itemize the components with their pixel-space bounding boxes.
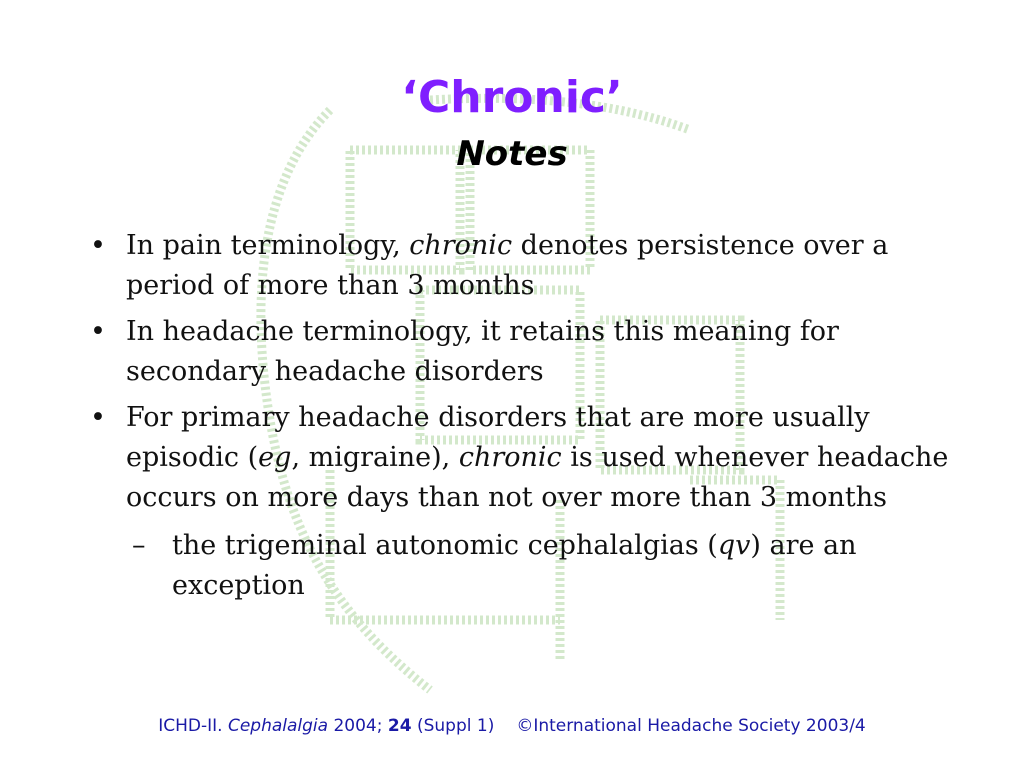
bullet-item bbox=[82, 312, 962, 392]
bullet-marker: • bbox=[90, 230, 106, 261]
footer-copyright: ©International Headache Society 2003/4 bbox=[516, 716, 866, 736]
footer-prefix: ICHD-II. bbox=[158, 716, 228, 736]
footer-volume: 24 bbox=[387, 716, 412, 736]
bullet-emphasis: chronic bbox=[458, 442, 562, 473]
bullet-emphasis: eg bbox=[258, 442, 292, 473]
bullet-text: In pain terminology, bbox=[126, 230, 410, 261]
bullet-item bbox=[82, 398, 962, 518]
sub-bullet-emphasis: qv bbox=[717, 530, 751, 561]
slide-subtitle: Notes bbox=[456, 134, 568, 174]
sub-bullet-marker: – bbox=[132, 530, 146, 561]
bullet-text: For primary headache disorders that are more usually episodic ( bbox=[126, 402, 870, 473]
bullet-list bbox=[82, 226, 962, 606]
footer-suppl: (Suppl 1) bbox=[411, 716, 495, 736]
bullet-item bbox=[82, 226, 962, 306]
sub-bullet-text: the trigeminal autonomic cephalalgias ( bbox=[172, 530, 718, 561]
bullet-marker: • bbox=[90, 402, 106, 433]
bullet-text: , migraine), bbox=[291, 442, 459, 473]
citation-footer bbox=[0, 716, 1024, 736]
bullet-emphasis: chronic bbox=[409, 230, 513, 261]
bullet-text: is used whenever headache occurs on more days than not over more than 3 months bbox=[126, 442, 949, 513]
footer-journal: Cephalalgia bbox=[227, 716, 329, 736]
bullet-text: In headache terminology, it retains this meaning for secondary headache disorders bbox=[126, 316, 839, 387]
footer-year: 2004; bbox=[328, 716, 388, 736]
bullet-text: denotes persistence over a period of more than 3 months bbox=[126, 230, 889, 301]
sub-bullet-item bbox=[82, 526, 962, 606]
slide-title: ‘Chronic’ bbox=[401, 72, 623, 123]
bullet-marker: • bbox=[90, 316, 106, 347]
sub-bullet-text: ) are an exception bbox=[172, 530, 857, 601]
